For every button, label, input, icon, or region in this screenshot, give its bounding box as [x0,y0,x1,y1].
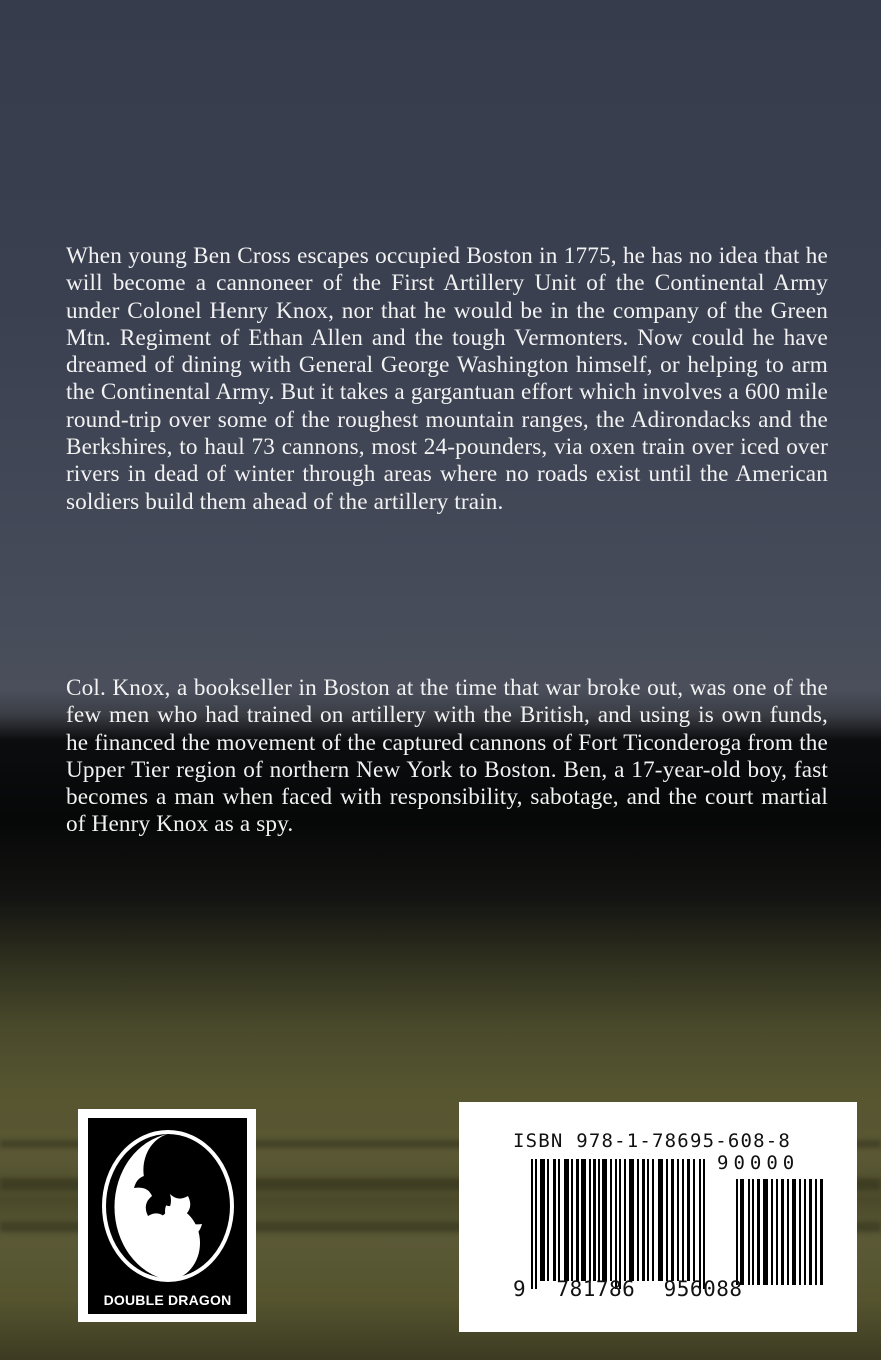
ean-first-digit: 9 [513,1277,527,1301]
isbn-barcode [459,1102,857,1332]
price-addon: 90000 [717,1152,800,1174]
ean-group-1: 781786 [556,1277,636,1301]
blurb-paragraph-1 [66,243,828,516]
blurb-text: When young Ben Cross escapes occupied Boston in 1775, he has no idea that he will become a cannoneer of the First Artillery Unit of the Continental Army under Colonel Henry Knox, nor that he would be in the company of the Green Mtn. Regiment of Ethan Allen and the tough Vermonters. Now could he have dreamed of dining with General George Washington himself, or helping to arm the Continental Army. But it takes a gargantuan effort which involves a 600 mile round-trip over some of the roughest mountain ranges, the Adirondacks and the Berkshires, to haul 73 cannons, most 24-pounders, via oxen train over iced over rivers in dead of winter through areas where no roads exist until the American soldiers build them ahead of the artillery train. [66,243,828,515]
addon-barcode-bars [736,1179,826,1285]
isbn-label: ISBN 978-1-78695-608-8 [513,1130,792,1152]
yin-yang-dragon-icon [98,1126,238,1286]
publisher-logo-inner [88,1118,247,1314]
publisher-logo [78,1109,256,1322]
publisher-name: DOUBLE DRAGON [103,1292,232,1308]
ean-number [513,1277,743,1301]
ean-barcode-bars [531,1159,707,1289]
blurb-text: Col. Knox, a bookseller in Boston at the time that war broke out, was one of the few men who had trained on artillery with the British, and using is own funds, he financed the movement of the captured cannons of Fort Ticonderoga from the Upper Tier region of northern New York to Boston. Ben, a 17-year-old boy, fast becomes a man when faced with responsibility, sabotage, and the court martial of Henry Knox as a spy. [66,675,828,838]
ean-group-2: 956088 [663,1277,743,1301]
blurb-paragraph-2 [66,675,828,839]
